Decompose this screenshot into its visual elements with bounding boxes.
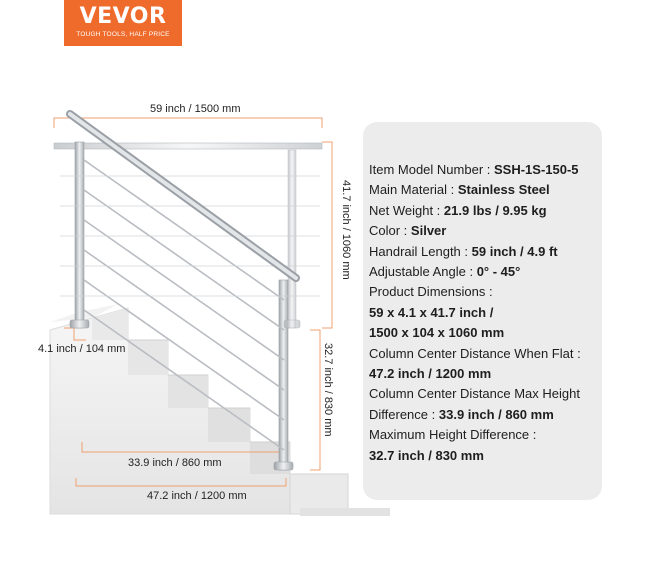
flat-rail <box>54 143 322 149</box>
brand-tagline: TOUGH TOOLS, HALF PRICE <box>76 31 170 38</box>
spec-weight-label: Net Weight : <box>369 203 441 218</box>
brand-name: VEVOR <box>79 4 167 29</box>
spec-maxh <box>369 407 554 423</box>
spec-panel <box>363 122 602 500</box>
spec-maxdiff-label: Maximum Height Difference : <box>369 427 537 442</box>
staircase <box>50 304 390 516</box>
spec-angle <box>369 264 520 280</box>
spec-flat-value <box>369 366 491 382</box>
spec-material-value: Stainless Steel <box>457 182 550 197</box>
spec-handrail <box>369 244 558 260</box>
spec-dims-value-2-text: 1500 x 104 x 1060 mm <box>369 325 505 340</box>
spec-dims-value-2 <box>369 325 504 341</box>
spec-angle-value: 0° - 45° <box>476 264 521 279</box>
spec-model-label: Item Model Number : <box>369 162 491 177</box>
spec-weight-value: 21.9 lbs / 9.95 kg <box>443 203 547 218</box>
spec-color-value: Silver <box>410 223 447 238</box>
right-height-label: 41.7 inch / 1060 mm <box>340 180 352 280</box>
spec-handrail-value: 59 inch / 4.9 ft <box>471 244 558 259</box>
spec-handrail-label: Handrail Length : <box>369 244 469 259</box>
base-width-label: 4.1 inch / 104 mm <box>38 343 126 355</box>
spec-dims-value-1 <box>369 305 493 321</box>
spec-maxh-label-1: Column Center Distance Max Height <box>369 386 580 401</box>
lower-height-label: 32.7 inch / 830 mm <box>322 343 334 437</box>
spec-material-label: Main Material : <box>369 182 455 197</box>
handrail <box>70 114 296 278</box>
spec-angle-label: Adjustable Angle : <box>369 264 474 279</box>
step-span-label: 33.9 inch / 860 mm <box>128 457 222 469</box>
spec-dims-label: Product Dimensions : <box>369 284 493 299</box>
spec-maxdiff-value <box>369 448 484 464</box>
spec-model-value: SSH-1S-150-5 <box>494 162 579 177</box>
ghost-cables <box>60 176 320 296</box>
spec-color-label: Color : <box>369 223 408 238</box>
top-width-label: 59 inch / 1500 mm <box>150 103 241 115</box>
post-distance-label: 47.2 inch / 1200 mm <box>147 490 247 502</box>
spec-dims-value-1-text: 59 x 4.1 x 41.7 inch / <box>369 305 494 320</box>
spec-color <box>369 223 446 239</box>
spec-material <box>369 182 550 198</box>
spec-maxdiff-value-text: 32.7 inch / 830 mm <box>369 448 484 463</box>
spec-weight <box>369 203 547 219</box>
spec-model <box>369 162 579 178</box>
spec-flat-value-text: 47.2 inch / 1200 mm <box>369 366 492 381</box>
spec-maxh-value: 33.9 inch / 860 mm <box>438 407 554 422</box>
spec-maxh-label-2: Difference : <box>369 407 436 422</box>
spec-flat-label: Column Center Distance When Flat : <box>369 346 581 361</box>
